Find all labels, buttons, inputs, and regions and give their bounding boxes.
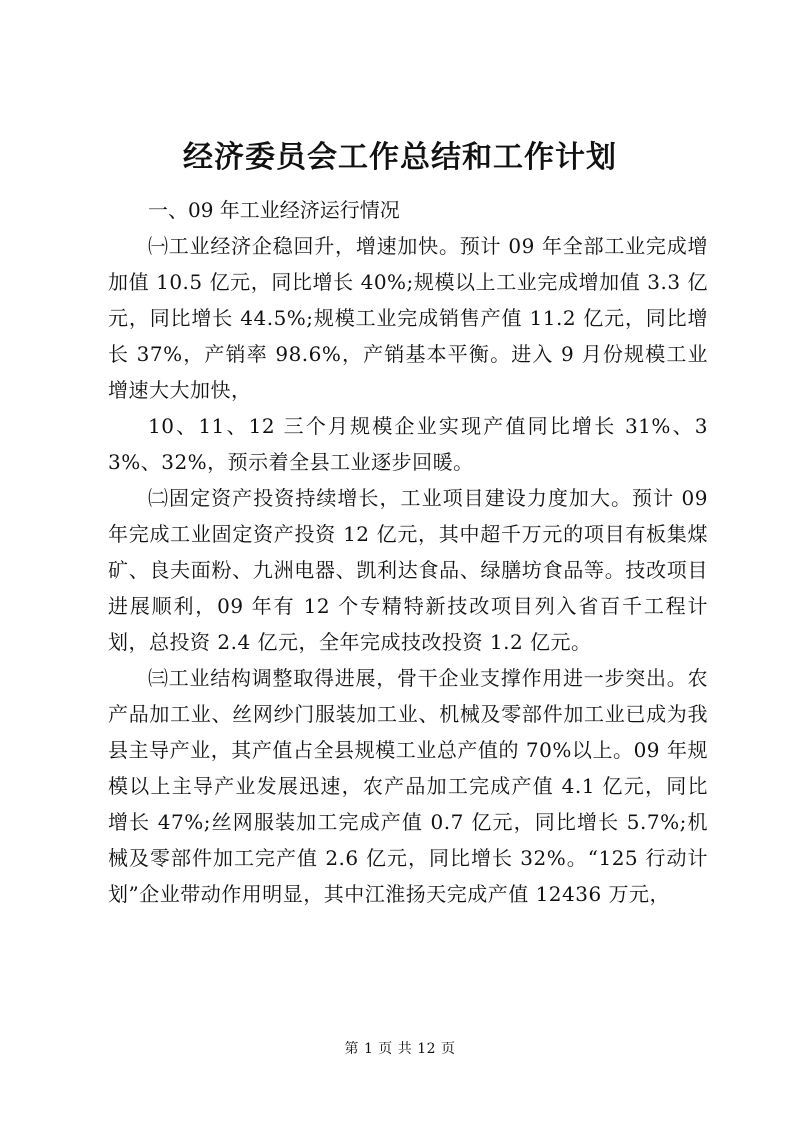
- document-title: 经济委员会工作总结和工作计划: [183, 140, 617, 175]
- document-body: [108, 192, 708, 912]
- section-heading: 一、09 年工业经济运行情况: [148, 198, 400, 222]
- paragraph-structure-adjustment: ㈢工业结构调整取得进展，骨干企业支撑作用进一步突出。农产品加工业、丝网纱门服装加工业、机械及零部件加工业已成为我县主导产业，其产值占全县规模工业总产值的 70%以上。09 年规模以上主导产业发展迅速，农产品加工完成产值 4.1 亿元，同比增长 47%;丝网服装加工完成产值 0.7 亿元，同比增长 5.7%;机械及零部件加工完产值 2.6 亿元，同比增长 32%。“125 行动计划”企业带动作用明显，其中江淮扬天完成产值 12436 万元，: [108, 666, 708, 906]
- page-footer: 第 1 页 共 12 页: [344, 1041, 456, 1057]
- paragraph-fixed-investment: ㈡固定资产投资持续增长，工业项目建设力度加大。预计 09 年完成工业固定资产投资 12 亿元，其中超千万元的项目有板集煤矿、良夫面粉、九洲电器、凯利达食品、绿膳坊食品等。技改项目进展顺利，09 年有 12 个专精特新技改项目列入省百千工程计划，总投资 2.4 亿元，全年完成技改投资 1.2 亿元。: [108, 486, 708, 654]
- paragraph-industrial-recovery: ㈠工业经济企稳回升，增速加快。预计 09 年全部工业完成增加值 10.5 亿元，同比增长 40%;规模以上工业完成增加值 3.3 亿元，同比增长 44.5%;规模工业完成销售产值 11.2 亿元，同比增长 37%，产销率 98.6%，产销基本平衡。进入 9 月份规模工业增速大大加快，: [108, 234, 708, 402]
- paragraph-quarterly-growth: 10、11、12 三个月规模企业实现产值同比增长 31%、33%、32%，预示着全县工业逐步回暖。: [108, 414, 708, 474]
